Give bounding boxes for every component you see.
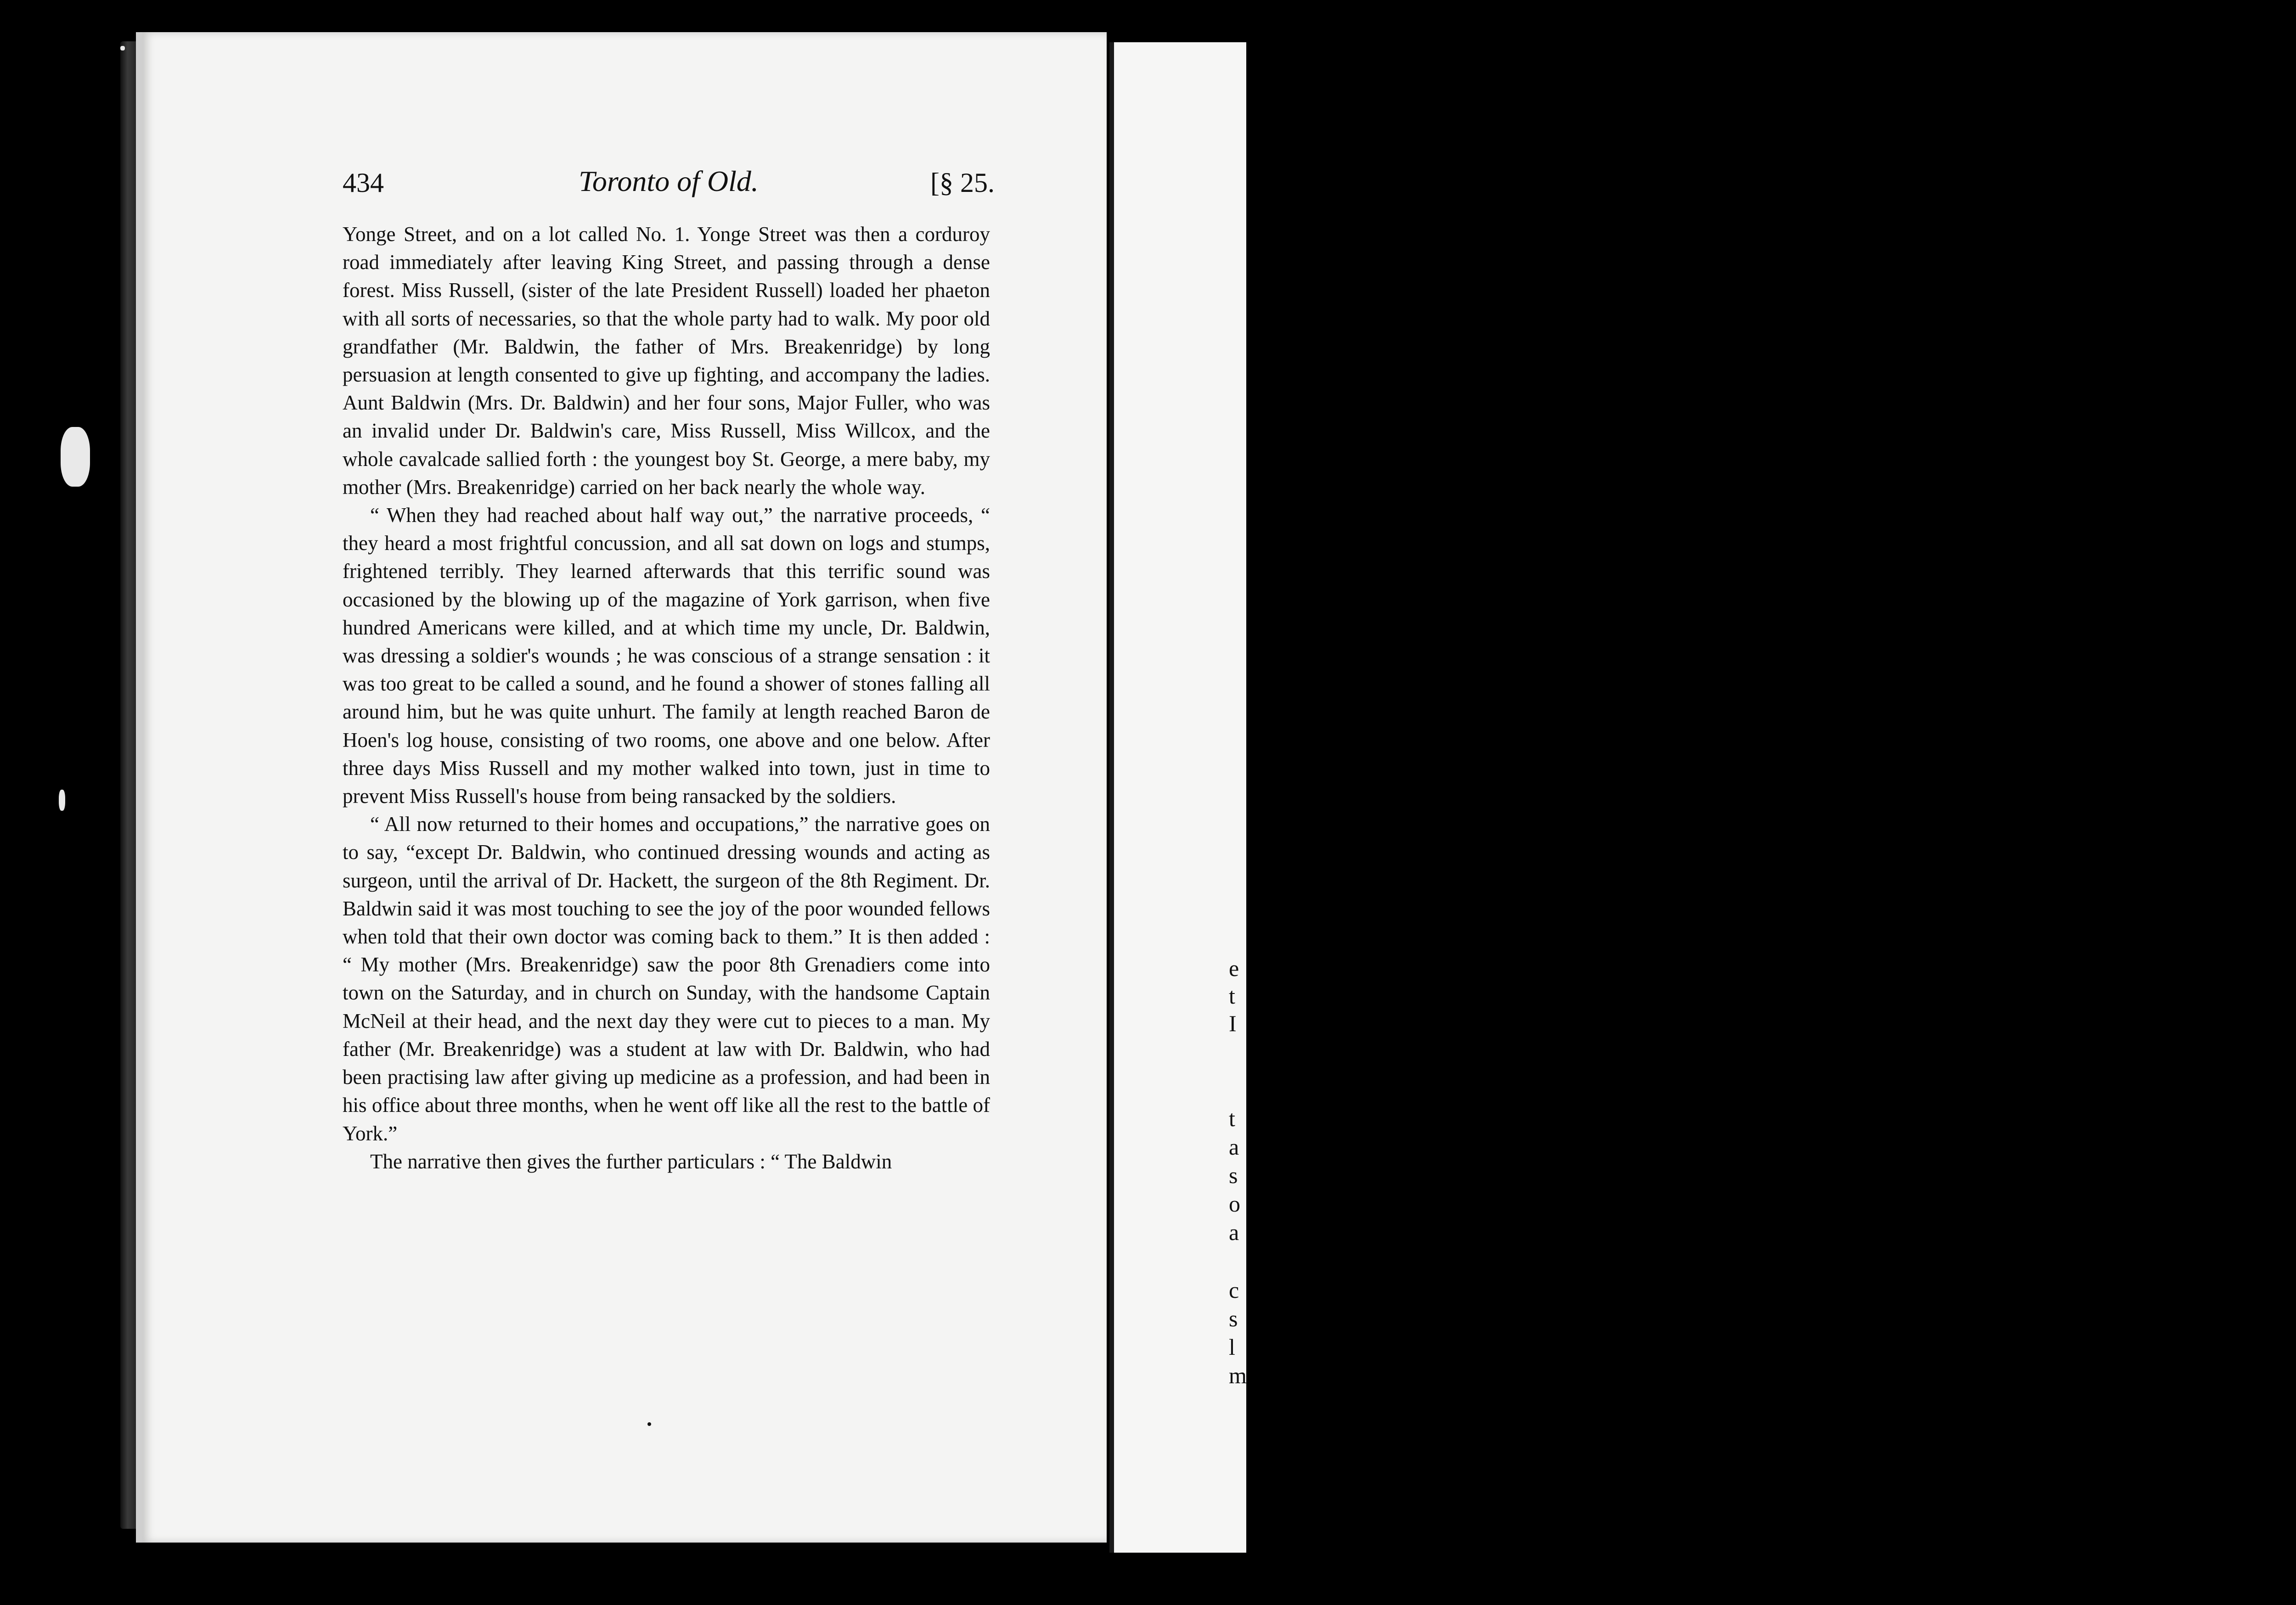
facing-fragment: a (1229, 1219, 1239, 1245)
facing-fragment: m (1229, 1363, 1247, 1388)
facing-fragment: t (1229, 1106, 1235, 1131)
paragraph: The narrative then gives the further particulars : “ The Baldwin (370, 1150, 892, 1173)
paper-fleck (120, 46, 125, 51)
body-text (343, 220, 990, 1176)
facing-fragment: s (1229, 1306, 1238, 1331)
facing-fragment: l (1229, 1334, 1235, 1360)
facing-fragment: e (1229, 955, 1239, 981)
book-gutter (0, 0, 152, 1605)
paragraph: “ When they had reached about half way out,” the narrative proceeds, “ they heard a most frightful concussion, and all sat down on logs and stumps, frightened terribly. They learned afterwards that this terrific sound was occasioned by the blowing up of the magazine of York garrison, when five hundred Americans were killed, and at which time my uncle, Dr. Baldwin, was dressing a soldier's wounds ; he was conscious of a strange sensation : it was too great to be called a sound, and he found a shower of stones falling all around him, but he was quite unhurt. The family at length reached Baron de Hoen's log house, consisting of two rooms, one above and one below. After three days Miss Russell and my mother walked into town, just in time to prevent Miss Russell's house from being ransacked by the soldiers. (343, 504, 990, 808)
running-head (343, 164, 995, 206)
paper-fleck (61, 427, 90, 487)
facing-fragment: c (1229, 1277, 1239, 1303)
paragraph: “ All now returned to their homes and occupations,” the narrative goes on to say, “except Dr. Baldwin, who continued dressing wounds and acting as surgeon, until the arrival of Dr. Hackett, the surgeon of the 8th Regiment. Dr. Baldwin said it was most touching to see the joy of the poor wounded fellows when told that their own doctor was coming back to them.” It is then added : “ My mother (Mrs. Breakenridge) saw the poor 8th Grenadiers come into town on the Saturday, and in church on Sunday, with the handsome Captain McNeil at their head, and the next day they were cut to pieces to a man. My father (Mr. Breakenridge) was a student at law with Dr. Baldwin, who had been practising law after giving up medicine as a profession, and had been in his office about three months, when he went off like all the rest to the battle of York.” (343, 813, 990, 1145)
page-speck (647, 1422, 651, 1426)
facing-fragment: o (1229, 1191, 1240, 1217)
facing-fragment: a (1229, 1134, 1239, 1160)
facing-page (1109, 42, 1246, 1553)
facing-fragment: I (1229, 1010, 1237, 1036)
facing-fragment: t (1229, 983, 1235, 1009)
running-title: Toronto of Old. (579, 165, 759, 197)
facing-fragment: s (1229, 1162, 1238, 1188)
paragraph: Yonge Street, and on a lot called No. 1. Yonge Street was then a corduroy road immediately after leaving King Street, and passing through a dense forest. Miss Russell, (sister of the late President Russell) loaded her phaeton with all sorts of necessaries, so that the whole party had to walk. My poor old grandfather (Mr. Baldwin, the father of Mrs. Breakenridge) by long persuasion at length consented to give up fighting, and accompany the ladies. Aunt Baldwin (Mrs. Dr. Baldwin) and her four sons, Major Fuller, who was an invalid under Dr. Baldwin's care, Miss Russell, Miss Willcox, and the whole cavalcade sallied forth : the youngest boy St. George, a mere baby, my mother (Mrs. Breakenridge) carried on her back nearly the whole way. (343, 223, 990, 499)
section-marker: [§ 25. (930, 168, 995, 198)
paper-fleck (59, 790, 65, 811)
page-number: 434 (343, 168, 384, 198)
